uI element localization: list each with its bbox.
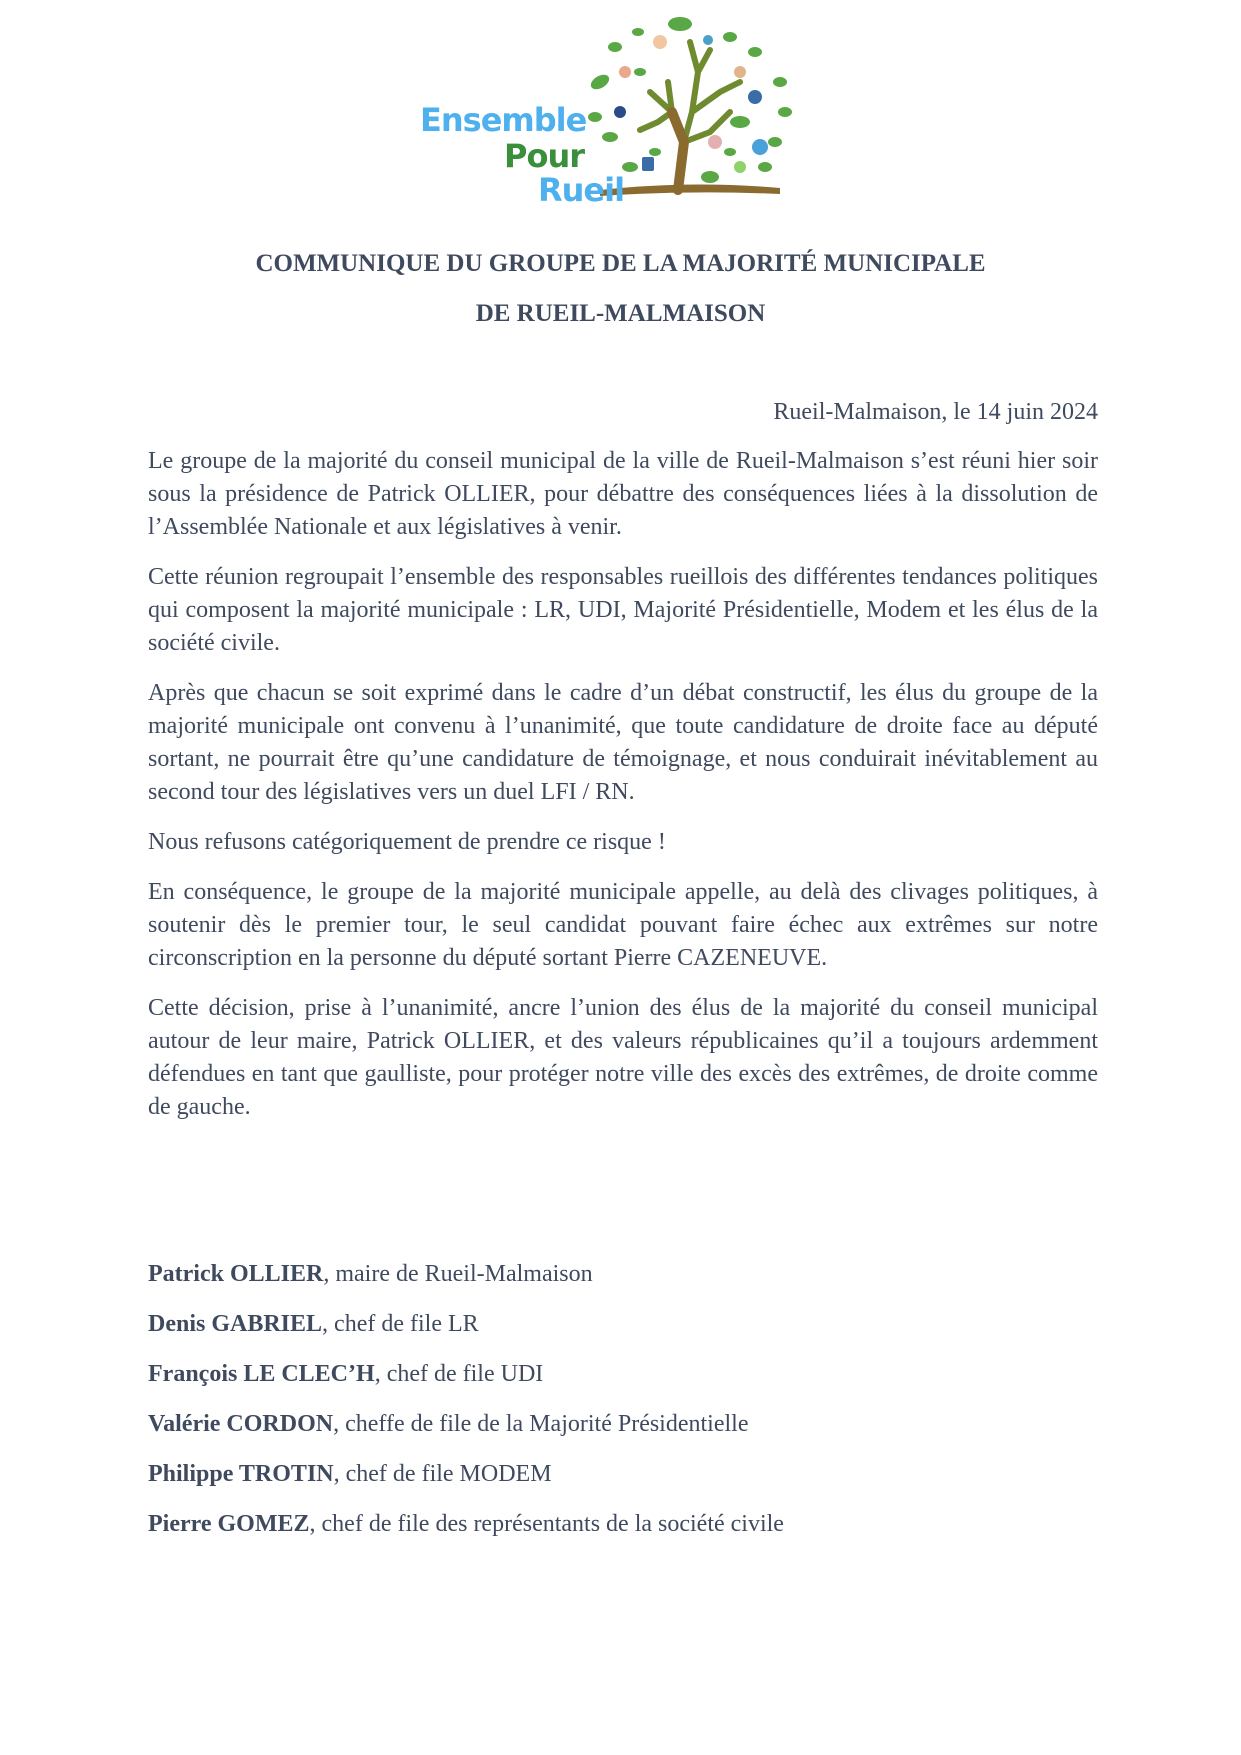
signatory-name: Philippe TROTIN — [148, 1461, 334, 1487]
logo-word-ensemble: Ensemble — [420, 101, 587, 139]
signature-item — [148, 1358, 1048, 1391]
signature-item — [148, 1458, 1048, 1491]
runner-icon — [703, 35, 713, 45]
signatory-role: , cheffe de file de la Majorité Présidentielle — [333, 1411, 749, 1437]
paragraph: Cette réunion regroupait l’ensemble des responsables rueillois des différentes tendances politiques qui composent la majorité municipale : LR, UDI, Majorité Présidentielle, Modem et les élus de la société civile. — [148, 564, 1098, 656]
paragraph: Après que chacun se soit exprimé dans le cadre d’un débat constructif, les élus du groupe de la majorité municipale ont convenu à l’unanimité, que toute candidature de droite face au député sortant, ne pourrait être qu’une candidature de témoignage, et nous conduirait inévitablement au second tour des législatives vers un duel LFI / RN. — [148, 680, 1098, 805]
logo-word-pour: Pour — [504, 137, 584, 175]
signatory-name: Patrick OLLIER — [148, 1261, 324, 1287]
signatory-name: Valérie CORDON — [148, 1411, 334, 1437]
paragraph: Le groupe de la majorité du conseil municipal de la ville de Rueil-Malmaison s’est réuni hier soir sous la présidence de Patrick OLLIER, pour débattre des conséquences liées à la dissolution de l’Assemblée Nationale et aux législatives à venir. — [148, 448, 1098, 540]
signature-list — [148, 1258, 1048, 1558]
document-title-line-2: DE RUEIL-MALMAISON — [475, 300, 766, 327]
globe-hands-icon — [752, 139, 768, 155]
wheelchair-icon — [614, 106, 626, 118]
signatory-name: Pierre GOMEZ — [148, 1511, 310, 1537]
elderly-couple-icon — [708, 135, 722, 149]
signatory-role: , chef de file LR — [322, 1311, 479, 1337]
signatory-role: , maire de Rueil-Malmaison — [323, 1261, 593, 1287]
ensemble-pour-rueil-logo — [420, 12, 810, 212]
communique-body — [148, 445, 1098, 1141]
paragraph: Cette décision, prise à l’unanimité, ancre l’union des élus de la majorité du conseil municipal autour de leur maire, Patrick OLLIER, et des valeurs républicaines qu’il a toujours ardemment défendues en tant que gaulliste, pour protéger notre ville des excès des extrêmes, de droite comme de gauche. — [148, 995, 1098, 1120]
recycle-icon — [734, 161, 746, 173]
baby-icon — [734, 66, 746, 78]
paragraph: Nous refusons catégoriquement de prendre ce risque ! — [148, 829, 666, 855]
teacher-icon — [748, 90, 762, 104]
document-title-line-1: COMMUNIQUE DU GROUPE DE LA MAJORITÉ MUNICIPALE — [255, 250, 986, 277]
signatory-name: Denis GABRIEL — [148, 1311, 323, 1337]
paragraph: En conséquence, le groupe de la majorité municipale appelle, au delà des clivages politiques, à soutenir dès le premier tour, le seul candidat pouvant faire échec aux extrêmes sur notre circonscription en la personne du député sortant Pierre CAZENEUVE. — [148, 879, 1098, 971]
signature-item — [148, 1408, 1048, 1441]
logo-word-rueil: Rueil — [538, 171, 625, 209]
date-line: Rueil-Malmaison, le 14 juin 2024 — [773, 399, 1098, 425]
tram-icon — [642, 157, 654, 171]
signatory-name: François LE CLEC’H — [148, 1361, 375, 1387]
signature-item — [148, 1258, 1048, 1291]
signatory-role: , chef de file MODEM — [333, 1461, 552, 1487]
police-officer-icon — [653, 35, 667, 49]
signature-item — [148, 1308, 1048, 1341]
signatory-role: , chef de file des représentants de la société civile — [309, 1511, 784, 1537]
signatory-role: , chef de file UDI — [374, 1361, 544, 1387]
family-icon — [619, 66, 631, 78]
signature-item — [148, 1508, 1048, 1541]
